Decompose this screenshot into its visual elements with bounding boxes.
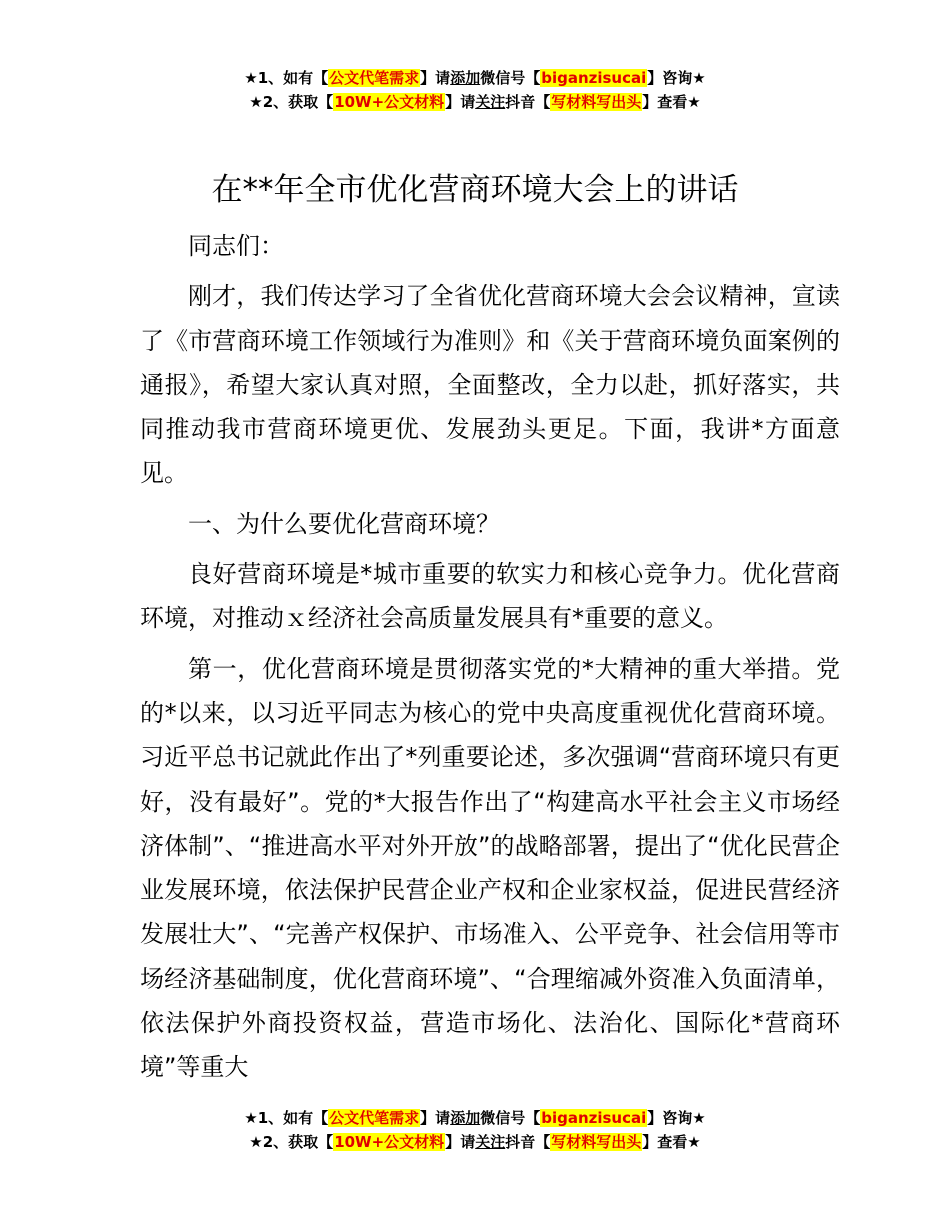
- banner-highlight-douyin: 写材料写出头: [551, 1133, 642, 1151]
- banner-text: ★2、获取【: [249, 1133, 334, 1151]
- banner-underlined-text: 关注: [475, 93, 506, 111]
- banner-text: 】查看★: [642, 93, 701, 111]
- banner-line-1: [0, 1106, 950, 1130]
- banner-text: 】请: [420, 69, 451, 87]
- header-banner: [0, 66, 950, 114]
- banner-text: 微信号【: [480, 1109, 541, 1127]
- banner-underlined-text: 添加: [450, 69, 481, 87]
- section-heading: 一、为什么要优化营商环境？: [188, 509, 500, 538]
- banner-text: 抖音【: [505, 1133, 551, 1151]
- banner-text: 】咨询★: [647, 1109, 706, 1127]
- banner-text: 】请: [445, 93, 476, 111]
- banner-line-2: [0, 90, 950, 114]
- footer-banner: [0, 1106, 950, 1154]
- banner-text: ★1、如有【: [244, 69, 329, 87]
- banner-text: 】请: [445, 1133, 476, 1151]
- banner-highlight-wechat-id: biganzisucai: [541, 1109, 647, 1127]
- banner-highlight-service: 公文代笔需求: [329, 1109, 420, 1127]
- banner-highlight-service: 公文代笔需求: [329, 69, 420, 87]
- banner-text: 微信号【: [480, 69, 541, 87]
- paragraph-first-point: 第一，优化营商环境是贯彻落实党的*大精神的重大举措。党的*以来，以习近平同志为核心的党中央高度重视优化营商环境。习近平总书记就此作出了*列重要论述，多次强调“营商环境只有更好，没有最好”。党的*大报告作出了“构建高水平社会主义市场经济体制”、“推进高水平对外开放”的战略部署，提出了“优化民营企业发展环境，依法保护民营企业产权和企业家权益，促进民营经济发展壮大”、“完善产权保护、市场准入、公平竞争、社会信用等市场经济基础制度，优化营商环境”、“合理缩减外资准入负面清单，依法保护外商投资权益，营造市场化、法治化、国际化*营商环境”等重大: [140, 654, 840, 1082]
- banner-line-1: [0, 66, 950, 90]
- banner-text: 】请: [420, 1109, 451, 1127]
- banner-highlight-materials: 10W+公文材料: [334, 93, 445, 111]
- document-title: 在**年全市优化营商环境大会上的讲话: [211, 172, 739, 208]
- banner-text: 】查看★: [642, 1133, 701, 1151]
- banner-highlight-douyin: 写材料写出头: [551, 93, 642, 111]
- banner-text: 抖音【: [505, 93, 551, 111]
- banner-line-2: [0, 1130, 950, 1154]
- banner-highlight-wechat-id: biganzisucai: [541, 69, 647, 87]
- paragraph-overview: 良好营商环境是*城市重要的软实力和核心竞争力。优化营商环境，对推动ｘ经济社会高质量发展具有*重要的意义。: [140, 560, 840, 633]
- banner-text: 】咨询★: [647, 69, 706, 87]
- banner-underlined-text: 关注: [475, 1133, 506, 1151]
- banner-text: ★1、如有【: [244, 1109, 329, 1127]
- salutation: 同志们：: [188, 232, 284, 260]
- banner-highlight-materials: 10W+公文材料: [334, 1133, 445, 1151]
- banner-text: ★2、获取【: [249, 93, 334, 111]
- banner-underlined-text: 添加: [450, 1109, 481, 1127]
- paragraph-intro: 刚才，我们传达学习了全省优化营商环境大会会议精神，宣读了《市营商环境工作领域行为准则》和《关于营商环境负面案例的通报》，希望大家认真对照，全面整改，全力以赴，抓好落实，共同推动我市营商环境更优、发展劲头更足。下面，我讲*方面意见。: [140, 282, 840, 488]
- document-body: [140, 224, 840, 1090]
